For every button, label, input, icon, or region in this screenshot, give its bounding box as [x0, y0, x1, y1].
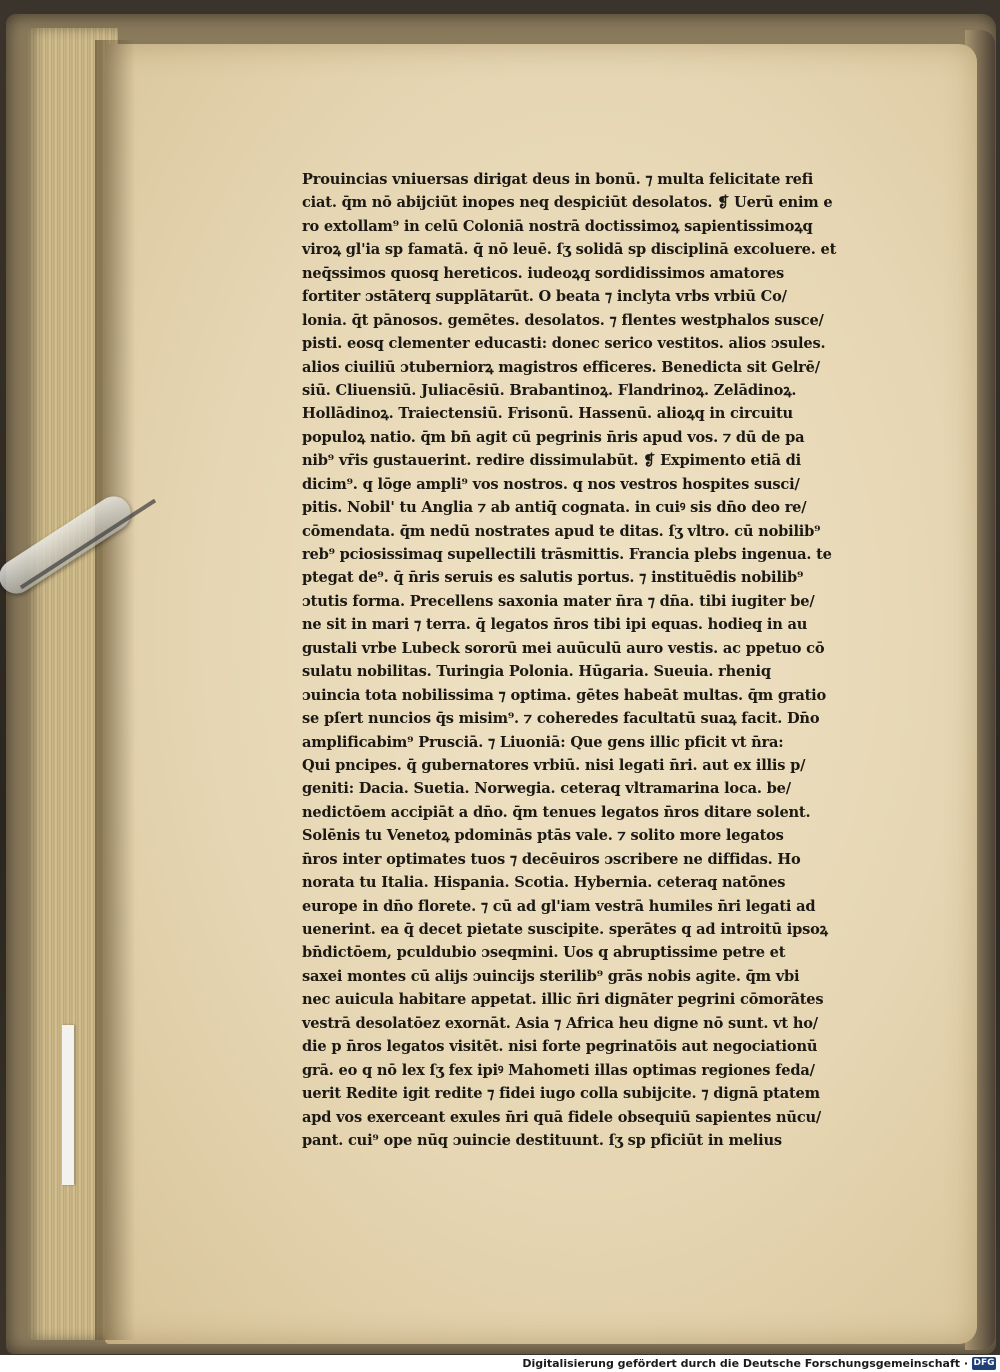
funding-credit: Digitalisierung gefördert durch die Deutsche Forschungsgemeinschaft ·: [522, 1357, 968, 1370]
text-line: saxei montes cū alijs ɔuincijs sterilib⁹ grās nobis agite. q̄m vbi: [302, 967, 800, 985]
spine-shadow: [95, 40, 135, 1340]
text-line: Solēnis tu Venetoꝝ pdominās ptās vale. ⁊ solito more legatos: [302, 827, 784, 845]
text-line: cōmendata. q̄m nedū nostrates apud te ditas. ſʒ vltro. cū nobilib⁹: [302, 522, 821, 540]
text-line: geniti: Dacia. Suetia. Norwegia. ceteraq̧ vltramarina loca. be/: [302, 780, 791, 798]
text-line: bn̄dictōem, pculdubio ɔseqmini. Uos q̧ abruptissime petre et: [302, 944, 786, 962]
text-line: lonia. q̄t pānosos. gemētes. desolatos. ⁊ flentes westphalos susce/: [302, 311, 824, 329]
text-line: sulatu nobilitas. Turingia Polonia. Hūgaria. Sueuia. rheniq̧: [302, 663, 771, 681]
text-line: apd vos exerceant exules n̄ri quā fidele obsequiū sapientes nūcu/: [302, 1108, 822, 1126]
text-line: amplificabim⁹ Prusciā. ⁊ Liuoniā: Que gens illic pficit vt n̄ra:: [302, 733, 784, 751]
text-line: se pſert nuncios q̄s misim⁹. ⁊ coheredes facultatū suaꝝ facit. Dn̄o: [302, 710, 820, 728]
text-line: ciat. q̄m nō abijciūt inopes neq̧ despiciūt desolatos. ❡ Uerū enim e: [302, 194, 833, 212]
text-line: vestrā desolatōez exornāt. Asia ⁊ Africa heu digne nō sunt. vt ho/: [302, 1014, 818, 1032]
paper-tab-marker: [62, 1025, 74, 1185]
text-line: uerit Redite igit redite ⁊ fidei iugo colla subijcite. ⁊ dignā ptatem: [302, 1085, 820, 1103]
text-line: n̄ros inter optimates tuos ⁊ decēuiros ɔscribere ne diffidas. Ho: [302, 850, 801, 868]
text-line: Prouincias vniuersas dirigat deus in bonū. ⁊ multa felicitate refi: [302, 171, 814, 188]
text-line: pisti. eosq̧ clementer educasti: donec serico vestitos. alios ɔsules.: [302, 335, 826, 353]
text-block: [302, 168, 902, 1152]
text-line: die p n̄ros legatos visitēt. nisi forte pegrinatōis aut negociationū: [302, 1038, 818, 1056]
text-line: Qui pncipes. q̄ gubernatores vrbiū. nisi legati n̄ri. aut ex illis p/: [302, 756, 806, 774]
text-line: nec auicula habitare appetat. illic n̄ri dignāter pegrini cōmorātes: [302, 991, 824, 1009]
text-line: populoꝝ natio. q̄m bn̄ agit cū pegrinis n̄ris apud vos. ⁊ dū de pa: [302, 428, 805, 446]
text-line: Hollādinoꝝ. Traiectensiū. Frisonū. Hassenū. alioꝝq̧ in circuitu: [302, 405, 793, 423]
text-line: ne sit in mari ⁊ terra. q̄ legatos n̄ros tibi ipi equas. hodieq̧ in au: [302, 616, 808, 634]
text-line: siū. Cliuensiū. Juliacēsiū. Brabantinoꝝ. Flandrinoꝝ. Zelādinoꝝ.: [302, 381, 797, 399]
text-line: ɔuincia tota nobilissima ⁊ optima. gētes habeāt multas. q̄m gratio: [302, 686, 827, 704]
text-line: norata tu Italia. Hispania. Scotia. Hybernia. ceteraq̧ natōnes: [302, 874, 786, 892]
dfg-logo: DFG: [973, 1358, 995, 1368]
text-line: ro extollam⁹ in celū Coloniā nostrā doctissimoꝝ sapientissimoꝝq̧: [302, 217, 813, 235]
text-line: ptegat de⁹. q̄ n̄ris seruis es salutis portus. ⁊ instituēdis nobilib⁹: [302, 569, 804, 587]
text-line: fortiter ɔstāterq̧ supplātarūt. O beata ⁊ inclyta vrbs vrbiū Co/: [302, 288, 787, 306]
text-line: reb⁹ pciosissimaq̧ supellectili trāsmittis. Francia plebs ingenua. te: [302, 546, 832, 563]
text-line: pitis. Nobil' tu Anglia ⁊ ab antiq̄ cognata. in cuiꝰ sis dn̄o deo re/: [302, 499, 807, 517]
text-line: nib⁹ vr̄is gustauerint. redire dissimulabūt. ❡ Expimento etiā di: [302, 452, 802, 470]
text-line: gustali vrbe Lubeck sororū mei auūculū auro vestis. ac ppetuo cō: [302, 639, 825, 657]
text-line: ɔtutis forma. Precellens saxonia mater n̄ra ⁊ dn̄a. tibi iugiter be/: [302, 592, 815, 610]
text-line: nedictōem accipiāt a dn̄o. q̄m tenues legatos n̄ros ditare solent.: [302, 803, 811, 821]
text-line: europe in dn̄o florete. ⁊ cū ad gl'iam vestrā humiles n̄ri legati ad: [302, 897, 816, 915]
text-line: uenerint. ea q̄ decet pietate suscipite. sperātes q̧ ad introitū ipsoꝝ: [302, 921, 828, 938]
text-line: neq̄ssimos quosq̧ hereticos. iudeoꝝq̧ sordidissimos amatores: [302, 264, 785, 282]
text-line: pant. cui⁹ ope nūq̧ ɔuincie destituunt. ſʒ sp pficiūt in melius: [302, 1131, 782, 1149]
text-line: viroꝝ gl'ia sp famatā. q̄ nō leuē. ſʒ solidā sp disciplinā excoluere. et: [302, 241, 837, 259]
text-line: grā. eo q̧ nō lex ſʒ fex ipiꝰ Mahometi illas optimas regiones feda/: [302, 1061, 815, 1079]
text-line: alios ciuiliū ɔtuberniorꝝ magistros efficeres. Benedicta sit Gelrē/: [302, 358, 820, 376]
text-line: dicim⁹. q̧ lōge ampli⁹ vos nostros. q̧ nos vestros hospites susci/: [302, 475, 800, 493]
